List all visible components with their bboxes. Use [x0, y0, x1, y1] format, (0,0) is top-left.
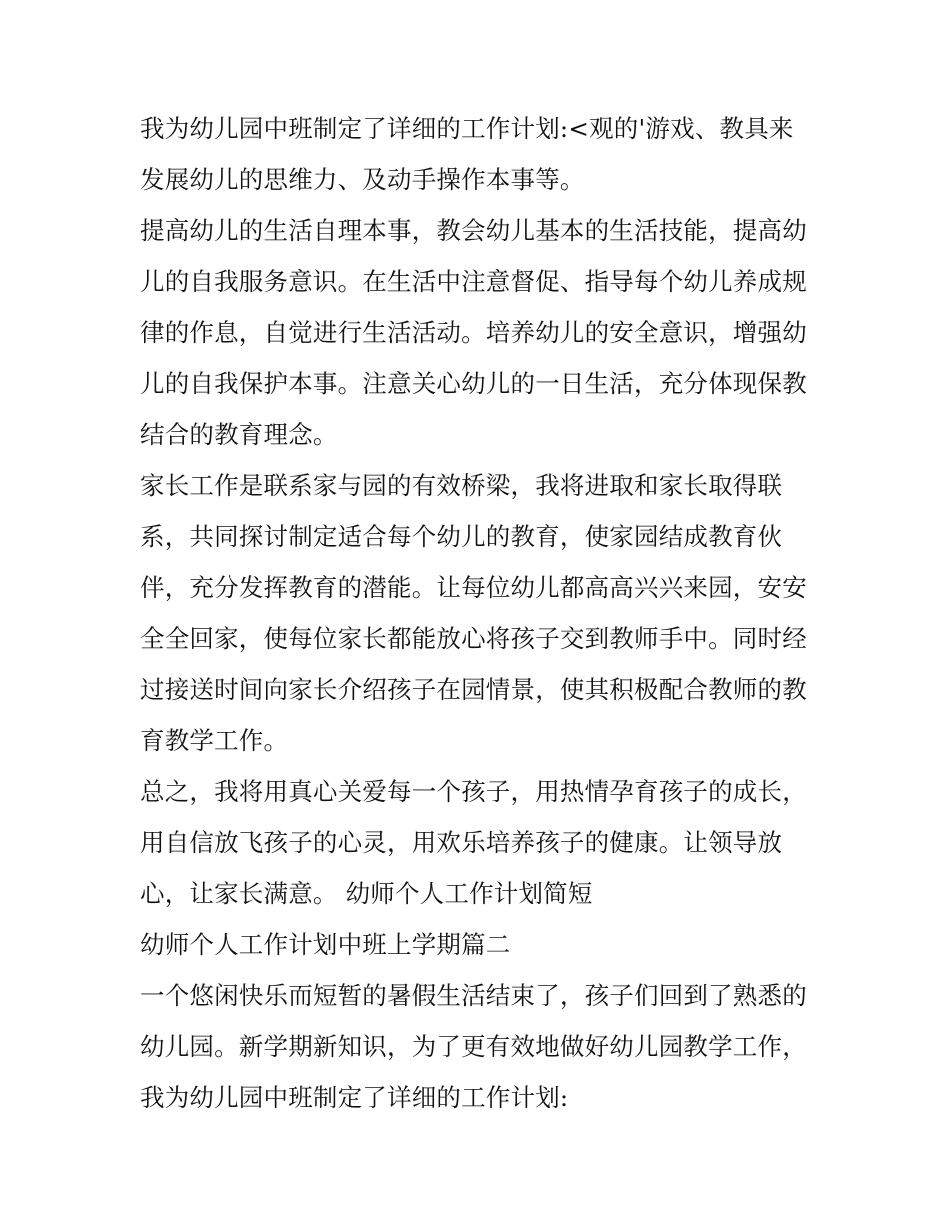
text-line: 家长工作是联系家与园的有效桥梁，我将进取和家长取得联 [140, 471, 783, 500]
text-line: 伴，充分发挥教育的潜能。让每位幼儿都高高兴兴来园，安安 [140, 573, 807, 602]
text-line: 一个悠闲快乐而短暂的暑假生活结束了，孩子们回到了熟悉的 [140, 981, 807, 1010]
text-line: 幼儿园。新学期新知识，为了更有效地做好幼儿园教学工作， [140, 1032, 807, 1061]
text-line: 用自信放飞孩子的心灵，用欢乐培养孩子的健康。让领导放 [140, 828, 783, 857]
text-line: 全全回家，使每位家长都能放心将孩子交到教师手中。同时经 [140, 624, 807, 653]
text-line: 我为幼儿园中班制定了详细的工作计划: [140, 1083, 569, 1112]
text-line: 律的作息，自觉进行生活活动。培养幼儿的安全意识，增强幼 [140, 318, 807, 347]
text-line: 发展幼儿的思维力、及动手操作本事等。 [140, 165, 585, 194]
text-line: 总之，我将用真心关爱每一个孩子，用热情孕育孩子的成长， [140, 777, 807, 806]
document-body [140, 103, 820, 1123]
text-line: 育教学工作。 [140, 726, 289, 755]
text-line: 过接送时间向家长介绍孩子在园情景，使其积极配合教师的教 [140, 675, 807, 704]
text-line: 儿的自我服务意识。在生活中注意督促、指导每个幼儿养成规 [140, 267, 807, 296]
text-line: 心，让家长满意。 幼师个人工作计划简短 [140, 879, 593, 908]
text-line: 结合的教育理念。 [140, 420, 338, 449]
text-line: 提高幼儿的生活自理本事，教会幼儿基本的生活技能，提高幼 [140, 216, 807, 245]
text-line: 儿的自我保护本事。注意关心幼儿的一日生活，充分体现保教 [140, 369, 807, 398]
text-line: 系，共同探讨制定适合每个幼儿的教育，使家园结成教育伙 [140, 522, 783, 551]
text-line: 我为幼儿园中班制定了详细的工作计划:<观的'游戏、教具来 [140, 114, 794, 143]
section-heading: 幼师个人工作计划中班上学期篇二 [140, 930, 511, 959]
